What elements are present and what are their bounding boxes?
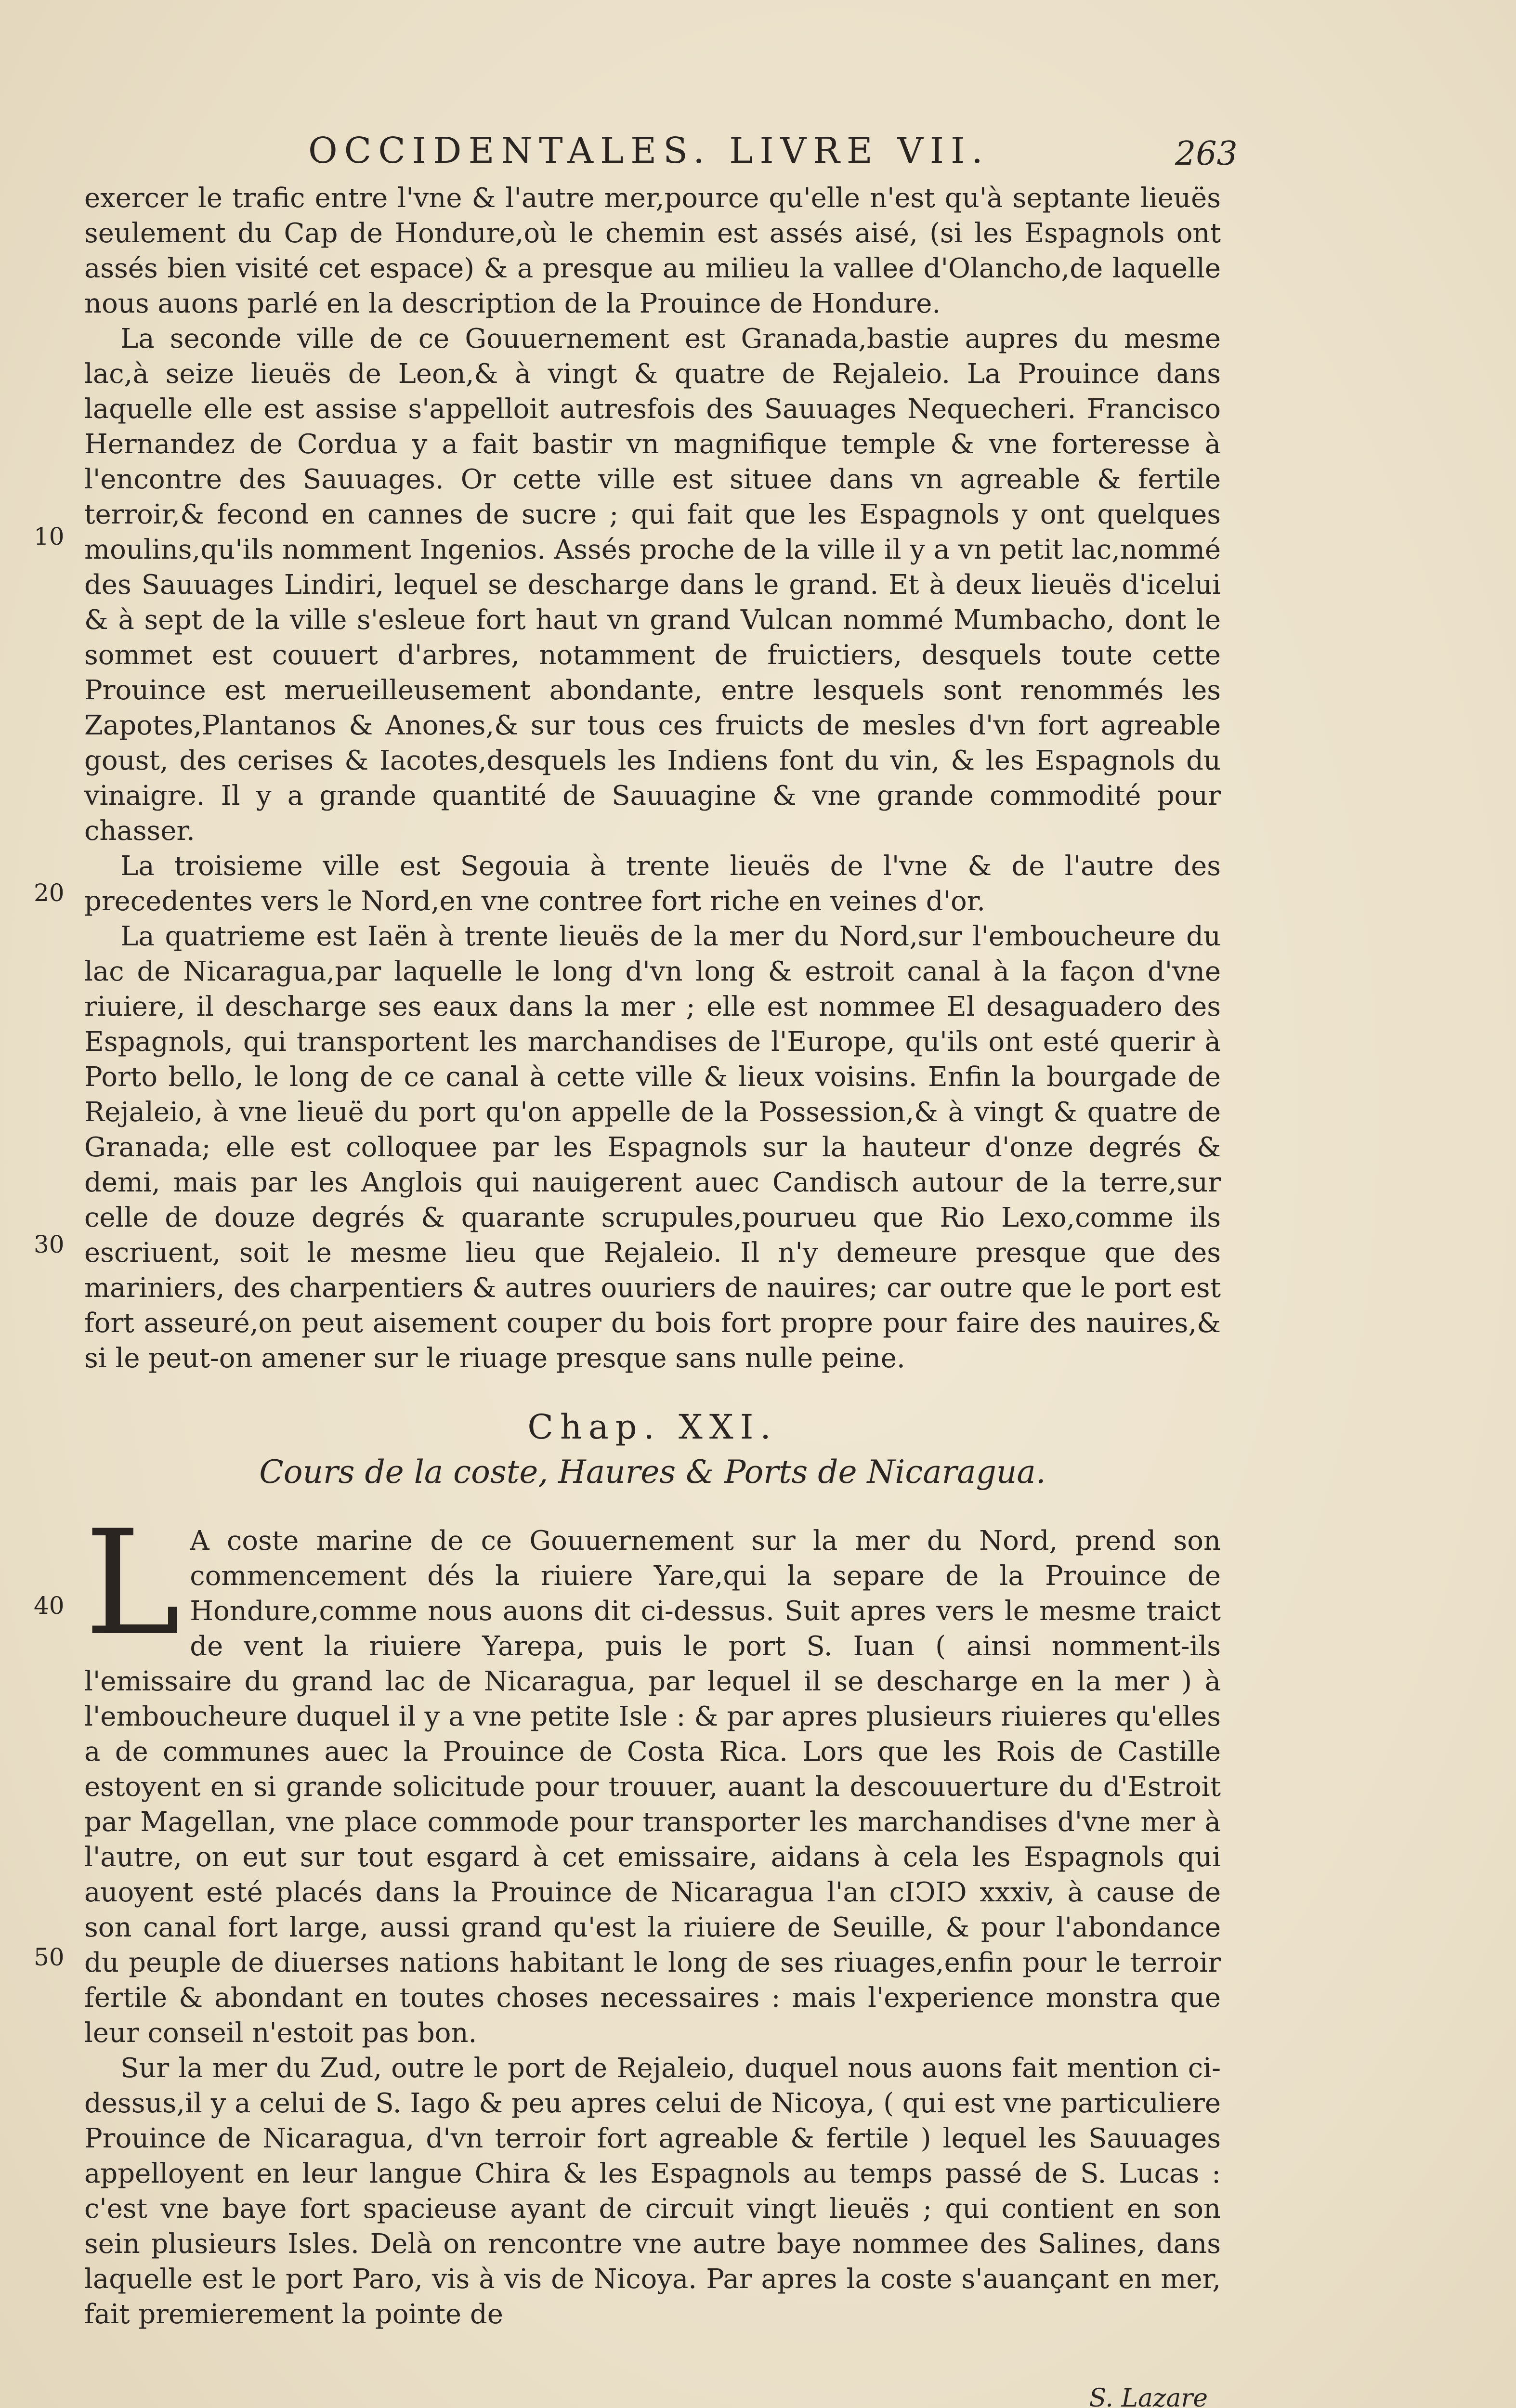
line-number-50: 50	[34, 1943, 65, 1971]
paragraph: La troisieme ville est Segouia à trente lieuës de l'vne & de l'autre des precedentes vers le Nord,en vne contree fort riche en veines d'or.	[84, 851, 1221, 917]
paragraph	[84, 1499, 1221, 2051]
line-number-10: 10	[34, 523, 65, 550]
paragraph: La seconde ville de ce Gouuernement est Granada,bastie aupres du mesme lac,à seize lieuës de Leon,& à vingt & quatre de Rejaleio. La Prouince dans laquelle elle est assise s'appelloit autresfois des Sauuages Nequecheri. Francisco Hernandez de Cordua y a fait bastir vn magnifique temple & vne forteresse à l'encontre des Sauuages. Or cette ville est situee dans vn agreable & fertile terroir,& fecond en cannes de sucre ; qui fait que les Espagnols y ont quelques moulins,qu'ils nomment Ingenios. Assés proche de la ville il y a vn petit lac,nommé des Sauuages Lindiri, lequel se descharge dans le grand. Et à deux lieuës d'icelui & à sept de la ville s'esleue fort haut vn grand Vulcan nommé Mumbacho, dont le sommet est couuert d'arbres, notamment de fruictiers, desquels toute cette Prouince est merueilleusement abondante, entre lesquels sont renommés les Zapotes,Plantanos & Anones,& sur tous ces fruicts de mesles d'vn fort agreable goust, des cerises & Iacotes,desquels les Indiens font du vin, & les Espagnols du vinaigre. Il y a grande quantité de Sauuagine & vne grande commodité pour chasser.	[84, 323, 1221, 847]
line-number-40: 40	[34, 1592, 65, 1620]
line-number-30: 30	[34, 1230, 65, 1258]
paragraph: exercer le trafic entre l'vne & l'autre mer,pource qu'elle n'est qu'à septante lieuës seulement du Cap de Hondure,où le chemin est assés aisé, (si les Espagnols ont assés bien visité cet espace) & a presque au milieu la vallee d'Olancho,de laquelle nous auons parlé en la description de la Prouince de Hondure.	[84, 183, 1221, 319]
running-title: OCCIDENTALES. LIVRE VII.	[308, 130, 990, 171]
body-text	[84, 181, 1221, 2332]
paragraph: Sur la mer du Zud, outre le port de Rejaleio, duquel nous auons fait mention ci-dessus,il y a celui de S. Iago & peu apres celui de Nicoya, ( qui est vne particuliere Prouince de Nicaragua, d'vn terroir fort agreable & fertile ) lequel les Sauuages appelloyent en leur langue Chira & les Espagnols au temps passé de S. Lucas : c'est vne baye fort spacieuse ayant de circuit vingt lieuës ; qui contient en son sein plusieurs Isles. Delà on rencontre vne autre baye nommee des Salines, dans laquelle est le port Paro, vis à vis de Nicoya. Par apres la coste s'auançant en mer, fait premierement la pointe de	[84, 2053, 1221, 2330]
paragraph-text: A coste marine de ce Gouuernement sur la mer du Nord, prend son commencement dés la riuiere Yare,qui la separe de la Prouince de Hondure,comme nous auons dit ci-dessus. Suit apres vers le mesme traict de vent la riuiere Yarepa, puis le port S. Iuan ( ainsi nomment-ils l'emissaire du grand lac de Nicaragua, par lequel il se descharge en la mer ) à l'emboucheure duquel il y a vne petite Isle : & par apres plusieurs riuieres qu'elles a de communes auec la Prouince de Costa Rica. Lors que les Rois de Castille estoyent en si grande solicitude pour trouuer, auant la descouuerture du d'Estroit par Magellan, vne place commode pour transporter les marchandises d'vne mer à l'autre, on eut sur tout esgard à cet emissaire, aidans à cela les Espagnols qui auoyent esté placés dans la Prouince de Nicaragua l'an cIↃIↃ xxxiv, à cause de son canal fort large, aussi grand qu'est la riuiere de Seuille, & pour l'abondance du peuple de diuerses nations habitant le long de ses riuages,enfin pour le terroir fertile & abondant en toutes choses necessaires : mais l'experience monstra que leur conseil n'estoit pas bon.	[84, 1525, 1221, 2049]
drop-cap: L	[84, 1499, 181, 1667]
chapter-title: Cours de la coste, Haures & Ports de Nicaragua.	[259, 1453, 1046, 1491]
line-number-20: 20	[34, 879, 65, 907]
chapter-label: Chap. XXI.	[527, 1407, 778, 1447]
paragraph: La quatrieme est Iaën à trente lieuës de la mer du Nord,sur l'emboucheure du lac de Nicaragua,par laquelle le long d'vn long & estroit canal à la façon d'vne riuiere, il descharge ses eaux dans la mer ; elle est nommee El desaguadero des Espagnols, qui transportent les marchandises de l'Europe, qu'ils ont esté querir à Porto bello, le long de ce canal à cette ville & lieux voisins. Enfin la bourgade de Rejaleio, à vne lieuë du port qu'on appelle de la Possession,& à vingt & quatre de Granada; elle est colloquee par les Espagnols sur la hauteur d'onze degrés & demi, mais par les Anglois qui nauigerent auec Candisch autour de la terre,sur celle de douze degrés & quarante scrupules,pourueu que Rio Lexo,comme ils escriuent, soit le mesme lieu que Rejaleio. Il n'y demeure presque que des mariniers, des charpentiers & autres ouuriers de nauires; car outre que le port est fort asseuré,on peut aisement couper du bois fort propre pour faire des nauires,& si le peut-on amener sur le riuage presque sans nulle peine.	[84, 921, 1221, 1374]
catchword: S. Lazare	[1089, 2384, 1208, 2408]
page-number: 263	[1175, 135, 1238, 173]
